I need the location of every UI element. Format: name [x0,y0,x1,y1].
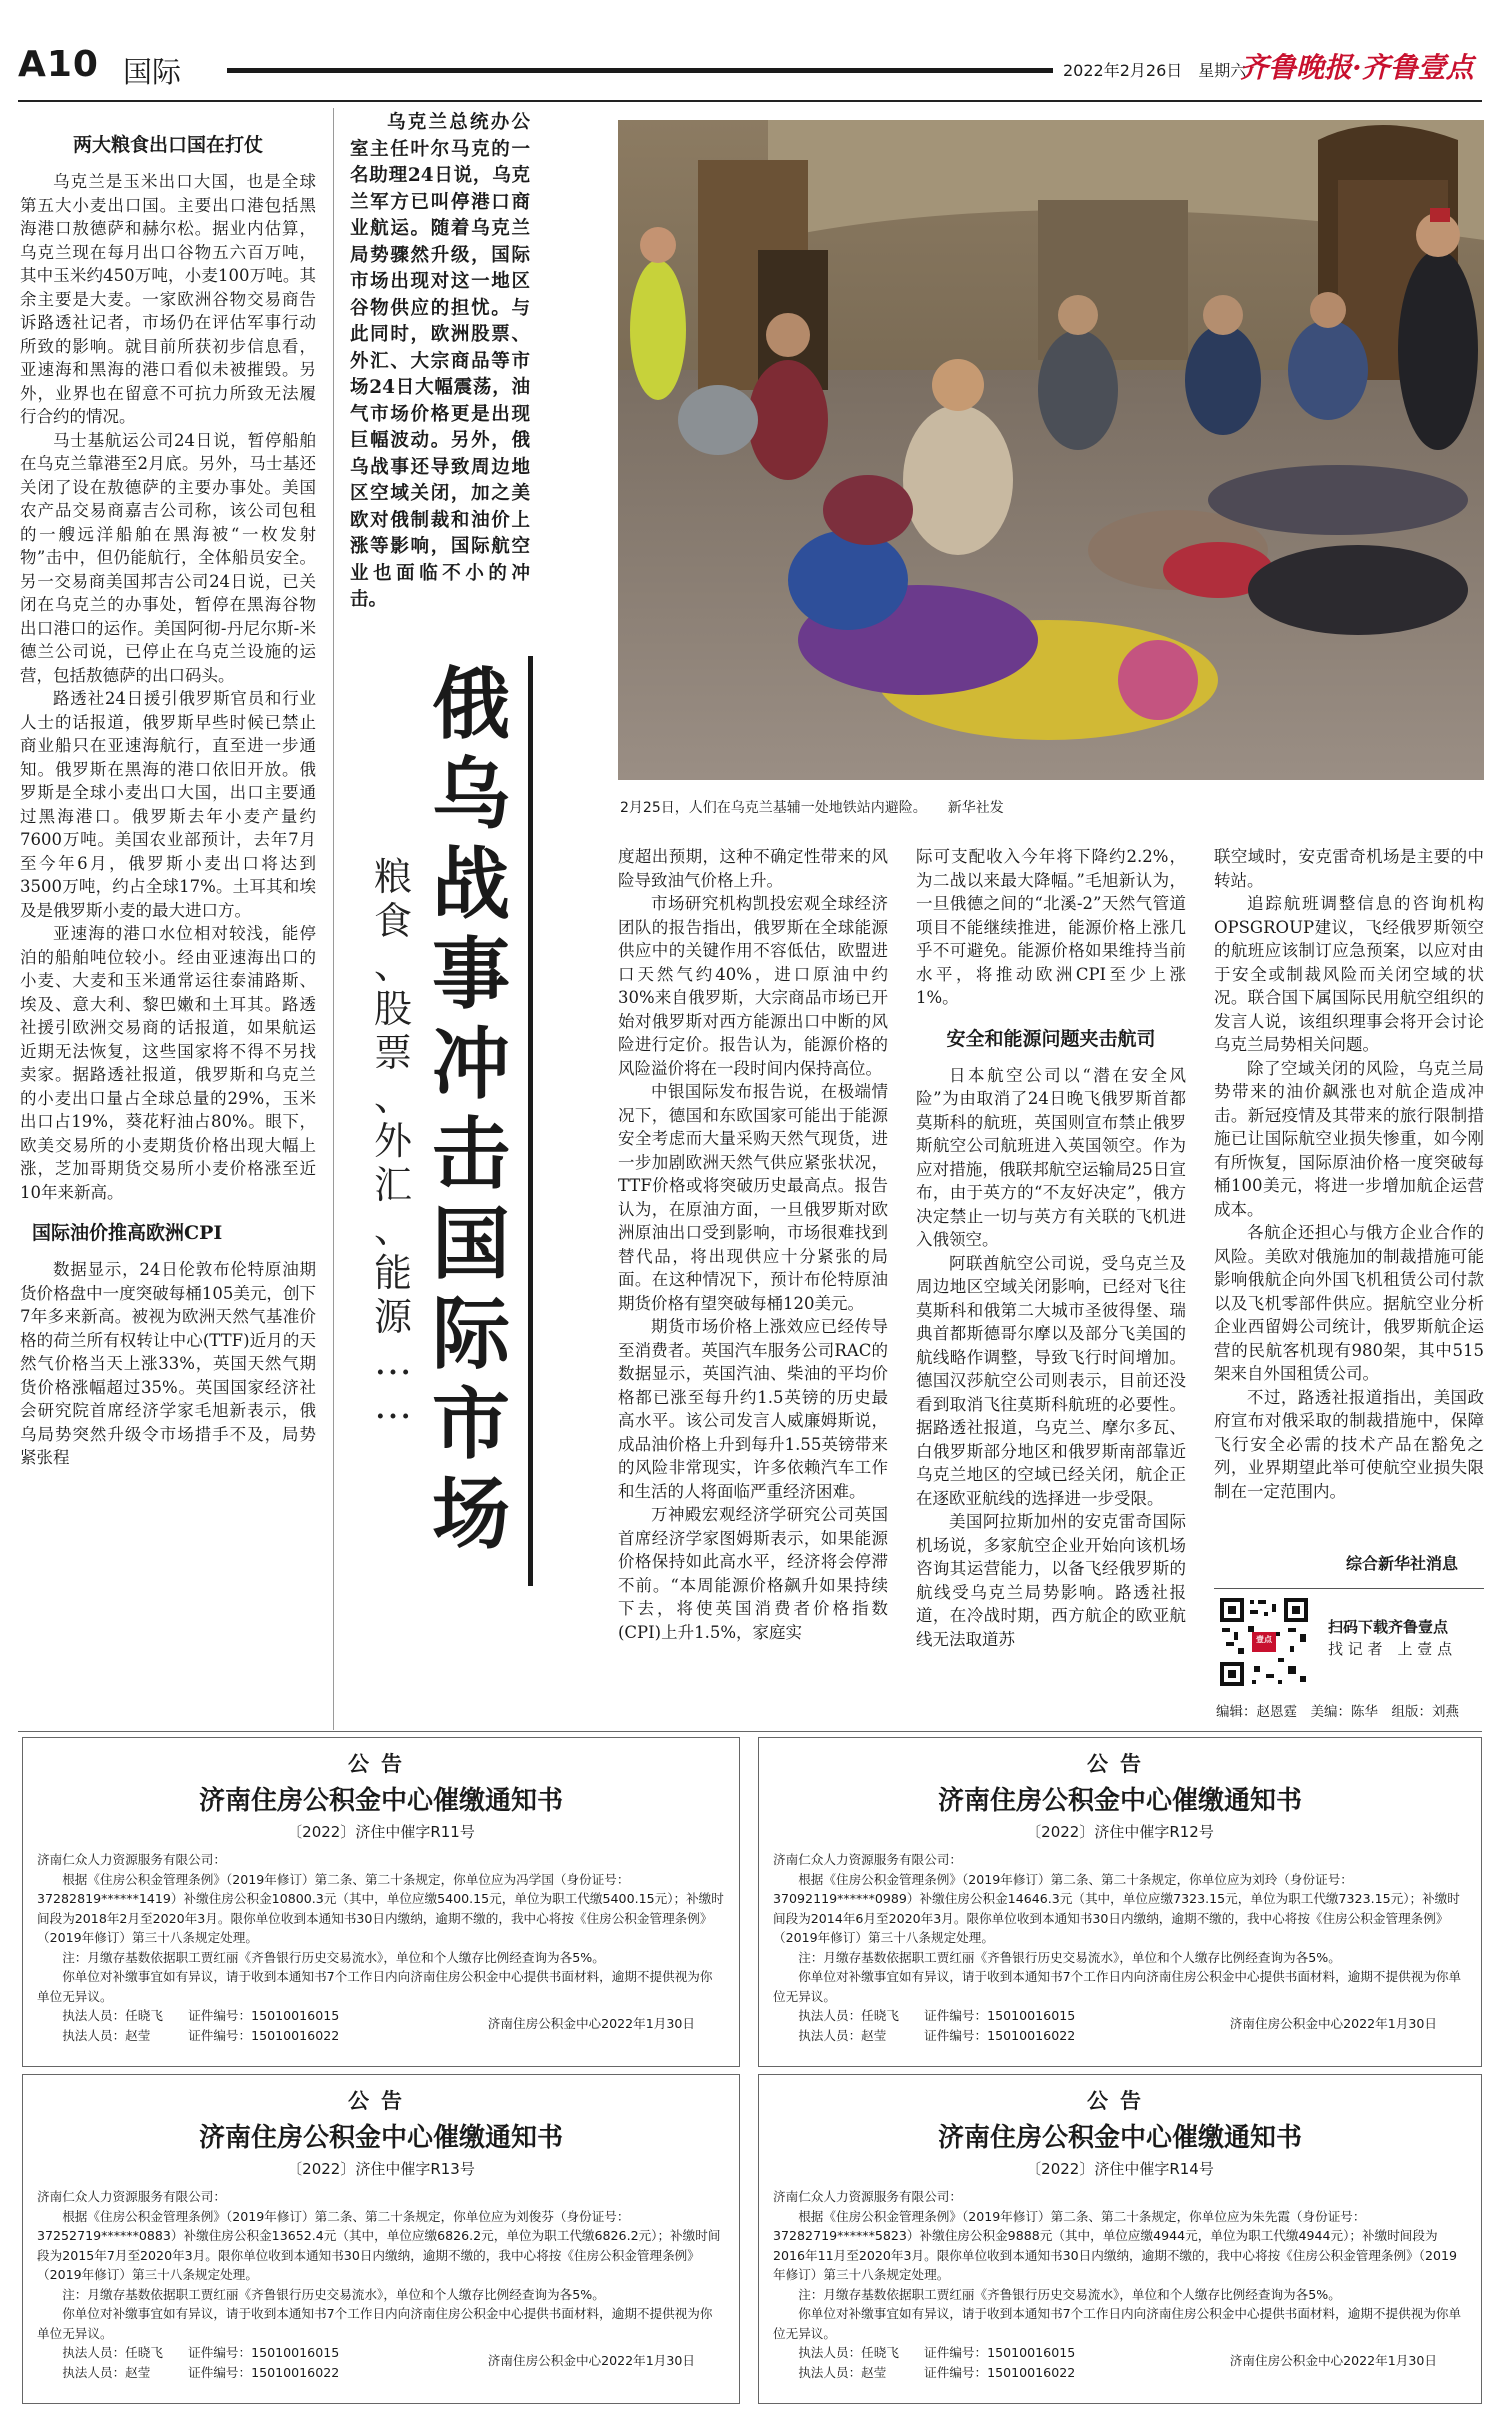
paragraph: 路透社24日援引俄罗斯官员和行业人士的话报道，俄罗斯早些时候已禁止商业船只在亚速海航行，直至进一步通知。俄罗斯在黑海的港口依旧开放。俄罗斯是全球小麦出口大国，出口主要通过黑海港口。俄罗斯去年小麦产量约7600万吨。美国农业部预计，去年7月至今年6月，俄罗斯小麦出口将达到3500万吨，约占全球17%。土耳其和埃及是俄罗斯小麦的最大进口方。 [20,689,316,920]
column-3 [618,845,888,1644]
notice-r13 [22,2074,740,2404]
headline [428,660,514,1560]
notice-text: 根据《住房公积金管理条例》（2019年修订）第二条、第二十条规定，你单位应为冯学国（身份证号：37282819******1419）补缴住房公积金10800.3元（其中，单位应缴5400.15元，单位为职工代缴5400.15元）；补缴时间段为2018年2月至2020年3月。限你单位收到本通知书30日内缴纳，逾期不缴的，我中心将按《住房公积金管理条例》（2019年修订）第三十八条规定处理。 [37,1871,724,1945]
paragraph: 度超出预期，这种不确定性带来的风险导致油气价格上升。 [618,847,888,890]
left-column [20,132,316,1470]
news-photo [618,120,1484,780]
notice-title: 济南住房公积金中心催缴通知书 [198,2123,563,2153]
notice-company: 济南仁众人力资源服务有限公司： [773,1852,962,1867]
section-title-aviation: 安全和能源问题夹击航司 [946,1027,1156,1050]
paragraph: 美国阿拉斯加州的安克雷奇国际机场说，多家航空企业开始向该机场咨询其运营能力，以备飞经俄罗斯的航线受乌克兰局势影响。路透社报道，在冷战时期，西方航企的欧亚航线无法取道苏 [916,1512,1186,1649]
left-body-2 [20,1258,316,1470]
subheadline-char: 、 [373,943,412,987]
notice-company: 济南仁众人力资源服务有限公司： [773,2189,962,2204]
lead-paragraph [350,110,530,614]
headline-char: 国 [431,1199,510,1290]
subheadline-char: 、 [373,1207,412,1251]
notice-text: 根据《住房公积金管理条例》（2019年修订）第二条、第二十条规定，你单位应为刘俊芬（身份证号：37252719******0883）补缴住房公积金13652.4元（其中，单位应缴6826.2元，单位为职工代缴6826.2元）；补缴时间段为2015年7月至2020年3月。限你单位收到本通知书30日内缴纳，逾期不缴的，我中心将按《住房公积金管理条例》（2019年修订）第三十八条规定处理。 [37,2208,721,2282]
notice-text: 根据《住房公积金管理条例》（2019年修订）第二条、第二十条规定，你单位应为朱先霞（身份证号：37282719******5823）补缴住房公积金9888元（其中，单位应缴4944元，单位为职工代缴4944元）；补缴时间段为2016年11月至2020年3月。限你单位收到本通知书30日内缴纳，逾期不缴的，我中心将按《住房公积金管理条例》（2019年修订）第三十八条规定处理。 [773,2208,1458,2282]
source-credit: 综合新华社消息 [1346,1554,1459,1573]
notice-officer: 执法人员：赵莹 证件编号：15010016022 [62,2027,340,2043]
lead-text: 乌克兰总统办公室主任叶尔马克的一名助理24日说，乌克兰军方已叫停港口商业航运。随着乌克兰局势骤然升级，国际市场出现对这一地区谷物供应的担忧。与此同时，欧洲股票、外汇、大宗商品等市场24日大幅震荡，油气市场价格更是出现巨幅波动。另外，俄乌战事还导致周边地区空域关闭，加之美欧对俄制裁和油价上涨等影响，国际航空业也面临不小的冲击。 [350,112,530,610]
notice-kicker: 公告 [1087,1751,1153,1776]
notice-officer: 执法人员：任晓飞 证件编号：15010016015 [798,2008,1076,2023]
notice-org: 济南住房公积金中心 [1229,2016,1344,2031]
paragraph: 市场研究机构凯投宏观全球经济团队的报告指出，俄罗斯在全球能源供应中的关键作用不容低估，欧盟进口天然气约40%，进口原油中约30%来自俄罗斯，大宗商品市场已开始对俄罗斯对西方能源出口中断的风险进行定价。报告认为，能源价格的风险溢价将在一段时间内保持高位。 [618,894,888,1078]
qr-code[interactable] [1218,1596,1310,1688]
paragraph: 亚速海的港口水位相对较浅，能停泊的船舶吨位较小。经由亚速海出口的小麦、大麦和玉米通常运往泰浦路斯、埃及、意大利、黎巴嫩和土耳其。路透社援引欧洲交易商的话报道，如果航运近期无法恢复，这些国家将不得不另找卖家。据路透社报道，俄罗斯和乌克兰的小麦出口量占全球总量的29%，玉米出口占19%，葵花籽油占80%。眼下，欧美交易所的小麦期货价格出现大幅上涨，芝加哥期货交易所小麦价格涨至近10年来新高。 [20,924,316,1202]
notice-code: 〔2022〕济住中催字R11号 [287,1823,475,1841]
paragraph: 追踪航班调整信息的咨询机构OPSGROUP建议，飞经俄罗斯领空的航班应该制订应急预案，以应对由于安全或制裁风险而关闭空域的状况。联合国下属国际民用航空组织的发言人说，该组织理事会将开会讨论乌克兰局势相关问题。 [1214,894,1484,1054]
headline-char: 冲 [431,1019,510,1110]
notice-code: 〔2022〕济住中催字R14号 [1026,2160,1214,2178]
notice-kicker: 公告 [1087,2088,1153,2113]
paragraph: 马士基航运公司24日说，暂停船舶在乌克兰靠港至2月底。另外，马士基还关闭了设在敖德萨的主要办事处。美国农产品交易商嘉吉公司称，该公司包租的一艘远洋船舶在黑海被“一枚发射物”击中，但仍能航行，全体船员安全。另一交易商美国邦吉公司24日说，已关闭在乌克兰的办事处，暂停在黑海谷物出口港口的运作。美国阿彻-丹尼尔斯-米德兰公司说，已停止在乌克兰设施的运营，包括敖德萨的出口码头。 [20,430,316,685]
notice-date: 2022年1月30日 [601,2016,695,2031]
headline-char: 市 [431,1379,510,1470]
photo-caption: 2月25日，人们在乌克兰基辅一处地铁站内避险。 新华社发 [620,800,1004,816]
notice-kicker: 公告 [348,2088,414,2113]
notice-title: 济南住房公积金中心催缴通知书 [937,2123,1302,2153]
subheadline-char: 票 [373,1031,412,1075]
section-title-oil: 国际油价推高欧洲CPI [32,1222,223,1244]
subheadline-char: … [374,1383,412,1427]
subheadline-char: 源 [373,1295,412,1339]
section-name: 国际 [123,55,182,89]
notice-note: 注：月缴存基数依据职工贾红丽《齐鲁银行历史交易流水》，单位和个人缴存比例经查询为各5%。 [62,1949,605,1965]
issue-date: 2022年2月26日 星期六 [1063,61,1247,80]
headline-rule [528,656,533,1586]
subheadline-char: 汇 [373,1163,412,1207]
qr-label-line2: 找 记 者 上 壹 点 [1328,1640,1453,1658]
notice-code: 〔2022〕济住中催字R12号 [1026,1823,1214,1841]
photo-illustration [618,120,1484,780]
notice-r11 [22,1737,740,2067]
paragraph: 中银国际发布报告说，在极端情况下，德国和东欧国家可能出于能源安全考虑而大量采购天然气现货，进一步加剧欧洲天然气供应紧张状况，TTF价格或将突破历史最高点。报告认为，在原油方面，一旦俄罗斯对欧洲原油出口受到影响，市场很难找到替代品，将出现供应十分紧张的局面。在这种情况下，预计布伦特原油期货价格有望突破每桶120美元。 [618,1082,888,1313]
notice-note: 注：月缴存基数依据职工贾红丽《齐鲁银行历史交易流水》，单位和个人缴存比例经查询为各5%。 [798,2286,1341,2302]
notice-officer: 执法人员：任晓飞 证件编号：15010016015 [62,2008,340,2023]
subheadline-char: 股 [373,987,412,1031]
paragraph: 各航企还担心与俄方企业合作的风险。美欧对俄施加的制裁措施可能影响俄航企向外国飞机租赁公司付款以及飞机零部件供应。据航空业分析企业西留姆公司统计，俄罗斯航企运营的民航客机现有980架，其中515架来自外国租赁公司。 [1214,1223,1484,1383]
notice-org: 济南住房公积金中心 [1229,2353,1344,2368]
newspaper-logo: 齐鲁晚报·齐鲁壹点 [1240,51,1474,84]
notice-title: 济南住房公积金中心催缴通知书 [198,1786,563,1816]
left-body-1 [20,170,316,1204]
notice-officer: 执法人员：赵莹 证件编号：15010016022 [62,2364,340,2380]
column-divider [333,108,334,1730]
column-5 [1214,845,1484,1503]
headline-char: 乌 [431,749,510,840]
paragraph: 日本航空公司以“潜在安全风险”为由取消了24日晚飞俄罗斯首都莫斯科的航班，英国则宣布禁止俄罗斯航空公司航班进入英国领空。作为应对措施，俄联邦航空运输局25日宣布，由于英方的“不友好决定”，俄方决定禁止一切与英方有关联的飞机进入俄领空。 [916,1065,1186,1249]
notice-officer: 执法人员：任晓飞 证件编号：15010016015 [62,2345,340,2360]
column-4 [916,845,1186,1651]
paragraph: 乌克兰是玉米出口大国，也是全球第五大小麦出口国。主要出口港包括黑海港口敖德萨和赫尔松。据业内估算，乌克兰现在每月出口谷物五六百万吨，其中玉米约450万吨，小麦100万吨。其余主要是大麦。一家欧洲谷物交易商告诉路透社记者，市场仍在评估军事行动所致的影响。就目前所获初步信息看，亚速海和黑海的港口看似未被摧毁。另外，业界也在留意不可抗力所致无法履行合约的情况。 [20,172,316,426]
notice-title: 济南住房公积金中心催缴通知书 [937,1786,1302,1816]
notice-r14 [758,2074,1482,2404]
editor-credits: 编辑：赵恩霆 美编：陈华 组版：刘燕 [1216,1704,1459,1720]
notice-text: 根据《住房公积金管理条例》（2019年修订）第二条、第二十条规定，你单位应为刘玲（身份证号：37092119******0989）补缴住房公积金14646.3元（其中，单位应缴7323.15元，单位为职工代缴7323.15元）；补缴时间段为2014年6月至2020年3月。限你单位收到本通知书30日内缴纳，逾期不缴的，我中心将按《住房公积金管理条例》（2019年修订）第三十八条规定处理。 [773,1871,1460,1945]
notice-note: 注：月缴存基数依据职工贾红丽《齐鲁银行历史交易流水》，单位和个人缴存比例经查询为各5%。 [62,2286,605,2302]
qr-center-label: 壹点 [1256,1635,1272,1644]
notice-objection: 你单位对补缴事宜如有异议，请于收到本通知书7个工作日内向济南住房公积金中心提供书面材料，逾期不提供视为你单位无异议。 [773,1969,1462,2004]
paragraph: 联空域时，安克雷奇机场是主要的中转站。 [1214,847,1484,890]
header-bar [227,68,1053,73]
paragraph: 除了空域关闭的风险，乌克兰局势带来的油价飙涨也对航企造成冲击。新冠疫情及其带来的旅行限制措施已让国际航空业损失惨重，如今刚有所恢复，国际原油价格一度突破每桶100美元，将进一步增加航企运营成本。 [1214,1058,1484,1219]
qr-label [1328,1616,1478,1660]
subheadline [370,855,416,1427]
notice-org: 济南住房公积金中心 [487,2353,602,2368]
paragraph: 数据显示，24日伦敦布伦特原油期货价格盘中一度突破每桶105美元，创下7年多来新高。被视为欧洲天然气基准价格的荷兰所有权转让中心(TTF)近月的天然气价格当天上涨33%，英国天然气期货价格涨幅超过35%。英国国家经济社会研究院首席经济学家毛旭新表示，俄乌局势突然升级令市场措手不及，局势紧张程 [20,1260,316,1467]
notice-kicker: 公告 [348,1751,414,1776]
subheadline-char: 外 [373,1119,412,1163]
notice-rule-top [18,1731,1482,1732]
subheadline-char: 能 [373,1251,412,1295]
subheadline-char: 食 [373,899,412,943]
notice-officer: 执法人员：赵莹 证件编号：15010016022 [798,2027,1076,2043]
notice-company: 济南仁众人力资源服务有限公司： [37,2189,226,2204]
headline-char: 击 [431,1109,510,1200]
notice-r12 [758,1737,1482,2067]
notice-objection: 你单位对补缴事宜如有异议，请于收到本通知书7个工作日内向济南住房公积金中心提供书面材料，逾期不提供视为你单位无异议。 [37,2306,713,2341]
page-number: A10 [18,44,99,85]
qr-label-line1: 扫码下载齐鲁壹点 [1328,1618,1449,1636]
notice-org: 济南住房公积金中心 [487,2016,602,2031]
headline-char: 事 [431,929,510,1020]
headline-char: 场 [431,1469,510,1560]
notice-date: 2022年1月30日 [1343,2016,1437,2031]
notice-objection: 你单位对补缴事宜如有异议，请于收到本通知书7个工作日内向济南住房公积金中心提供书面材料，逾期不提供视为你单位无异议。 [773,2306,1462,2341]
notice-date: 2022年1月30日 [601,2353,695,2368]
notice-company: 济南仁众人力资源服务有限公司： [37,1852,226,1867]
headline-char: 俄 [431,659,510,750]
headline-char: 战 [431,839,510,930]
subheadline-char: … [374,1339,412,1383]
paragraph: 不过，路透社报道指出，美国政府宣布对俄采取的制裁措施中，保障飞行安全必需的技术产品在豁免之列，业界期望此举可使航空业损失限制在一定范围内。 [1214,1387,1484,1501]
qr-top-rule [1214,1588,1484,1589]
headline-char: 际 [431,1289,510,1380]
paragraph: 期货市场价格上涨效应已经传导至消费者。英国汽车服务公司RAC的数据显示，英国汽油、柴油的平均价格都已涨至每升约1.5英镑的历史最高水平。该公司发言人威廉姆斯说，成品油价格上升到每升1.55英镑带来的风险非常现实，许多依赖汽车工作和生活的人将面临严重经济困难。 [618,1317,888,1501]
header-rule [18,100,1482,102]
section-title-grain: 两大粮食出口国在打仗 [72,134,263,156]
notice-date: 2022年1月30日 [1343,2353,1437,2368]
paragraph: 际可支配收入今年将下降约2.2%，为二战以来最大降幅。”毛旭新认为，一旦俄德之间的“北溪-2”天然气管道项目不能继续推进，能源价格上涨几乎不可避免。能源价格如果维持当前水平，将推动欧洲CPI至少上涨1%。 [916,847,1186,1007]
notice-officer: 执法人员：任晓飞 证件编号：15010016015 [798,2345,1076,2360]
notice-officer: 执法人员：赵莹 证件编号：15010016022 [798,2364,1076,2380]
paragraph: 万神殿宏观经济学研究公司英国首席经济学家图姆斯表示，如果能源价格保持如此高水平，经济将会停滞不前。“本周能源价格飙升如果持续下去，将使英国消费者价格指数(CPI)上升1.5%，家庭实 [618,1505,888,1642]
notice-code: 〔2022〕济住中催字R13号 [287,2160,475,2178]
subheadline-char: 、 [373,1075,412,1119]
notice-objection: 你单位对补缴事宜如有异议，请于收到本通知书7个工作日内向济南住房公积金中心提供书面材料，逾期不提供视为你单位无异议。 [37,1969,713,2004]
subheadline-char: 粮 [373,855,412,899]
paragraph: 阿联酋航空公司说，受乌克兰及周边地区空域关闭影响，已经对飞往莫斯科和俄第二大城市圣彼得堡、瑞典首都斯德哥尔摩以及部分飞美国的航线略作调整，导致飞行时间增加。德国汉莎航空公司则表示，目前还没看到取消飞往莫斯科航班的必要性。据路透社报道，乌克兰、摩尔多瓦、白俄罗斯部分地区和俄罗斯南部靠近乌克兰地区的空域已经关闭，航企正在逐欧亚航线的选择进一步受限。 [916,1253,1186,1508]
notice-note: 注：月缴存基数依据职工贾红丽《齐鲁银行历史交易流水》，单位和个人缴存比例经查询为各5%。 [798,1949,1341,1965]
